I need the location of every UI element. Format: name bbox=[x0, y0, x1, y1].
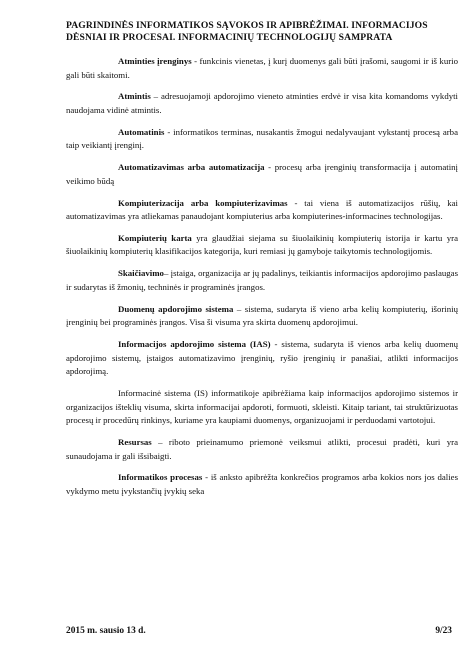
definition-term: Duomenų apdorojimo sistema bbox=[118, 303, 234, 314]
definition-text: - sistema, sudaryta iš vienos arba kelių duomenų apdorojimo sistemų, įstaigos automatizavimo įrenginių, ryšio įrenginių ir panašiai, atlikti informacijos apdorojimą. bbox=[66, 339, 458, 377]
definition-text: – įstaiga, organizacija ar jų padalinys, teikiantis informacijos apdorojimo paslaugas ir sudarytas iš žmonių, techninės ir programinės įrangos. bbox=[66, 268, 458, 292]
definition-text: – adresuojamoji apdorojimo vieneto atminties erdvė ir visa kita komandoms vykdyti naudojama vidinė atmintis. bbox=[66, 91, 458, 115]
definition-term: Atminties įrenginys bbox=[118, 56, 192, 66]
definition-text: - tai viena iš automatizacijos rūšių, kai automatizavimas yra atliekamas panaudojant kompiuterius arba kompiuterines-informacines technologijas. bbox=[66, 197, 459, 222]
definition-term: Informatikos procesas bbox=[118, 472, 203, 483]
definition-text: yra glaudžiai siejama su šiuolaikinių kompiuterių istorija ir kartu yra šiuolaikinių kompiuterių klasifikacijos kategorija, kuri remiasi jų gamyboje taikytomis technologijomis. bbox=[66, 232, 458, 257]
definition-paragraph bbox=[66, 90, 458, 117]
definition-text: – riboto prieinamumo priemonė veiksmui atlikti, procesui pradėti, kuri yra sunaudojama ir gali išsibaigti. bbox=[66, 436, 458, 461]
definition-text: – sistema, sudaryta iš vieno arba kelių kompiuterių, išorinių įrenginių bei programinės įrangos. Visa ši visuma yra skirta duomenų apdorojimui. bbox=[66, 303, 458, 328]
page-header bbox=[66, 20, 456, 44]
header-line-1: PAGRINDINĖS INFORMATIKOS SĄVOKOS IR APIBRĖŽIMAI. INFORMACIJOS bbox=[66, 20, 428, 31]
definition-term: Kompiuterizacija arba kompiuterizavimas bbox=[118, 197, 288, 208]
definition-term: Skaičiavimo bbox=[118, 268, 164, 279]
definition-paragraph bbox=[66, 387, 458, 428]
definition-paragraph bbox=[66, 161, 458, 188]
definition-text: - informatikos terminas, nusakantis žmogui nedalyvaujant vykstantį procesą arba taip veikiantį įrenginį. bbox=[66, 126, 458, 151]
footer-date: 2015 m. sausio 13 d. bbox=[66, 626, 146, 636]
definition-paragraph bbox=[66, 55, 458, 82]
definition-paragraph bbox=[66, 303, 458, 330]
definition-text: Informacinė sistema (IS) informatikoje apibrėžiama kaip informacijos apdorojimo sistemos ir organizacijos išteklių visuma, skirta informacijai apdoroti, formuoti, skleisti. Kitaip tariant, tai struktūrizuotas procesų ir procedūrų rinkinys, kuriame yra kaupiami duomenys, organizuojami ir perduodami vartotojui. bbox=[66, 387, 458, 426]
definitions-body bbox=[66, 55, 458, 507]
definition-paragraph bbox=[66, 338, 458, 379]
definition-paragraph bbox=[66, 267, 458, 294]
definition-term: Automatinis bbox=[118, 126, 165, 137]
definition-text: - procesų arba įrenginių transformacija į automatinį veikimo būdą bbox=[66, 162, 458, 186]
footer-page-number: 9/23 bbox=[435, 626, 452, 636]
definition-term: Resursas bbox=[118, 436, 152, 447]
definition-paragraph bbox=[66, 197, 458, 224]
definition-paragraph bbox=[66, 471, 458, 498]
definition-term: Informacijos apdorojimo sistema (IAS) bbox=[118, 339, 271, 349]
definition-term: Automatizavimas arba automatizacija bbox=[118, 162, 265, 173]
definition-paragraph bbox=[66, 436, 458, 463]
definition-term: Kompiuterių karta bbox=[118, 232, 192, 243]
header-line-2: DĖSNIAI IR PROCESAI. INFORMACINIŲ TECHNOLOGIJŲ SAMPRATA bbox=[66, 32, 393, 43]
definition-paragraph bbox=[66, 232, 458, 259]
definition-text: - funkcinis vienetas, į kurį duomenys gali būti įrašomi, saugomi ir iš kurio gali būti skaitomi. bbox=[66, 56, 458, 80]
definition-paragraph bbox=[66, 126, 458, 153]
definition-text: - iš anksto apibrėžta konkrečios programos arba kokios nors jos dalies vykdymo metu įvykstančių įvykių seka bbox=[66, 472, 458, 496]
definition-term: Atmintis bbox=[118, 91, 151, 102]
